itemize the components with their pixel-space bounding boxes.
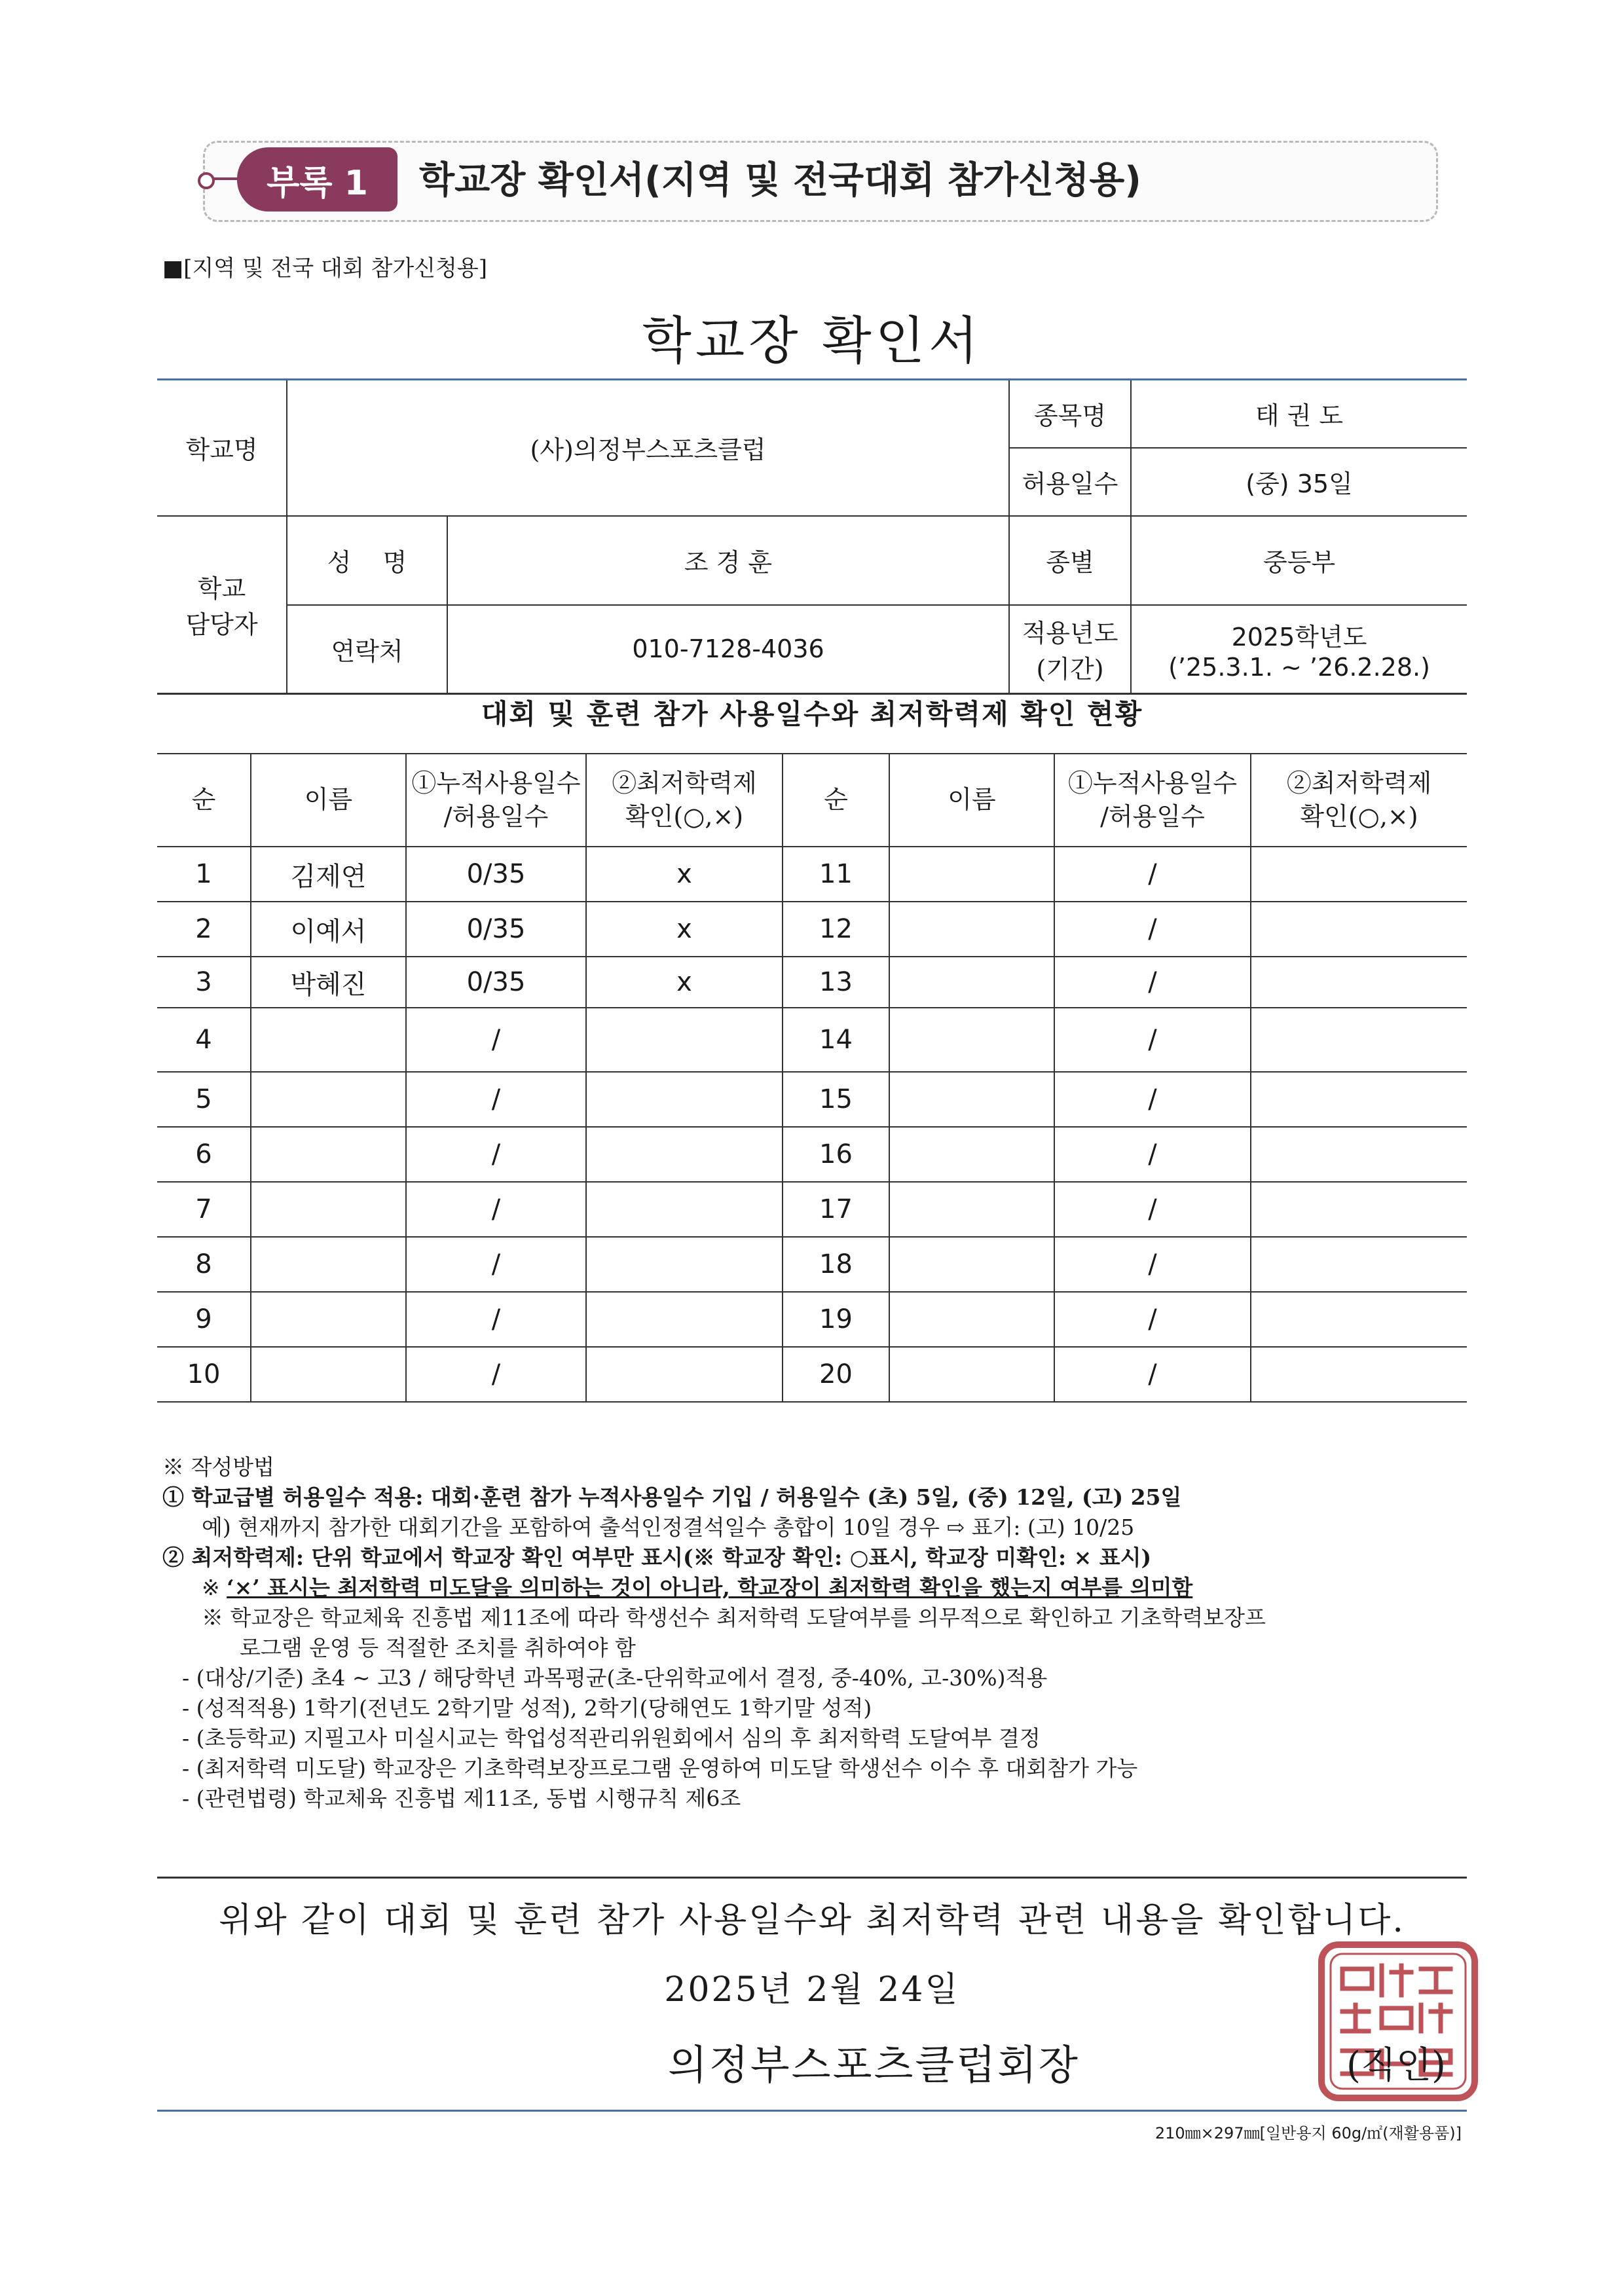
school-label: 학교명 xyxy=(157,380,287,516)
table-row xyxy=(157,1008,1467,1072)
manager-label-line2: 담당자 xyxy=(185,610,258,640)
year-label xyxy=(1009,605,1131,694)
header-no-left: 순 xyxy=(157,754,251,847)
cell-check: x xyxy=(586,847,783,902)
cell-days: / xyxy=(1054,1182,1251,1237)
year-label-line1: 적용년도 xyxy=(1022,619,1118,648)
paper-spec: 210㎜×297㎜[일반용지 60g/㎡(재활용품)] xyxy=(1154,2124,1462,2142)
name-label: 성 명 xyxy=(287,516,447,605)
table-row xyxy=(157,847,1467,902)
cell-name xyxy=(889,1292,1054,1347)
banner-dot-icon xyxy=(198,172,215,189)
cell-name: 박혜진 xyxy=(251,957,406,1008)
cell-check: x xyxy=(586,902,783,957)
cell-check xyxy=(1251,902,1467,957)
note-1: ① 학교급별 허용일수 적용: 대회·훈련 참가 누적사용일수 기입 / 허용일수 (초) 5일, (중) 12일, (고) 25일 xyxy=(162,1484,1182,1510)
cell-name xyxy=(889,1127,1054,1182)
cell-no: 19 xyxy=(783,1292,889,1347)
cell-days: / xyxy=(406,1008,586,1072)
manager-label xyxy=(157,516,287,694)
allowed-days-label: 허용일수 xyxy=(1009,448,1131,516)
cell-no: 3 xyxy=(157,957,251,1008)
header-check-line2: 확인(○,×) xyxy=(625,802,744,831)
table-row xyxy=(157,902,1467,957)
cell-days: / xyxy=(1054,1347,1251,1402)
detail-1: - (대상/기준) 초4 ~ 고3 / 해당학년 과목평균(초-단위학교에서 결정, 중-40%, 고-30%)적용 xyxy=(182,1665,1048,1691)
header-no-right: 순 xyxy=(783,754,889,847)
cell-check xyxy=(1251,957,1467,1008)
detail-5: - (관련법령) 학교체육 진흥법 제11조, 동법 시행규칙 제6조 xyxy=(182,1786,741,1811)
cell-days: / xyxy=(1054,1237,1251,1292)
allowed-days-value: (중) 35일 xyxy=(1131,448,1467,516)
cell-name xyxy=(251,1347,406,1402)
cell-name xyxy=(889,1072,1054,1127)
cell-check xyxy=(1251,1127,1467,1182)
cell-name xyxy=(251,1072,406,1127)
cell-days: / xyxy=(406,1347,586,1402)
name-value: 조 경 훈 xyxy=(447,516,1009,605)
cell-check: x xyxy=(586,957,783,1008)
header-check-right xyxy=(1251,754,1467,847)
cell-no: 17 xyxy=(783,1182,889,1237)
usage-body xyxy=(157,847,1467,1402)
note-2-a-text: ‘×’ 표시는 최저학력 미도달을 의미하는 것이 아니라, 학교장이 최저학력 확인을 했는지 여부를 의미함 xyxy=(227,1575,1193,1600)
cell-no: 7 xyxy=(157,1182,251,1237)
cell-check xyxy=(586,1182,783,1237)
contact-label: 연락처 xyxy=(287,605,447,694)
bottom-divider xyxy=(157,2110,1467,2112)
year-value xyxy=(1131,605,1467,694)
cell-no: 16 xyxy=(783,1127,889,1182)
cell-check xyxy=(586,1237,783,1292)
form-type-label: ■[지역 및 전국 대회 참가신청용] xyxy=(162,255,488,282)
instructions xyxy=(162,1452,1466,1814)
cell-days: / xyxy=(1054,957,1251,1008)
usage-header-row xyxy=(157,754,1467,847)
cell-name xyxy=(889,1182,1054,1237)
confirmation-statement: 위와 같이 대회 및 훈련 참가 사용일수와 최저학력 관련 내용을 확인합니다. xyxy=(219,1901,1405,1940)
cell-name xyxy=(251,1182,406,1237)
sport-value: 태 권 도 xyxy=(1131,380,1467,448)
cell-no: 2 xyxy=(157,902,251,957)
cell-name xyxy=(889,1347,1054,1402)
note-1-example: 예) 현재까지 참가한 대회기간을 포함하여 출석인정결석일수 총합이 10일 경우 ⇨ 표기: (고) 10/25 xyxy=(202,1515,1135,1540)
detail-2: - (성적적용) 1학기(전년도 2학기말 성적), 2학기(당해연도 1학기말 성적) xyxy=(182,1695,872,1721)
cell-no: 20 xyxy=(783,1347,889,1402)
table-row xyxy=(157,1237,1467,1292)
note-mark: ※ xyxy=(202,1605,223,1630)
banner-title: 학교장 확인서(지역 및 전국대회 참가신청용) xyxy=(419,159,1141,202)
header-days-line1: ①누적사용일수 xyxy=(1067,768,1238,798)
cell-days: 0/35 xyxy=(406,902,586,957)
cell-name xyxy=(889,957,1054,1008)
year-value-line1: 2025학년도 xyxy=(1231,622,1367,652)
cell-days: / xyxy=(1054,902,1251,957)
detail-4: - (최저학력 미도달) 학교장은 기초학력보장프로그램 운영하여 미도달 학생선수 이수 후 대회참가 가능 xyxy=(182,1755,1138,1781)
cell-name xyxy=(889,1008,1054,1072)
cell-name xyxy=(251,1008,406,1072)
divider xyxy=(157,1877,1467,1879)
cell-check xyxy=(586,1347,783,1402)
table-row xyxy=(157,1347,1467,1402)
year-value-line2: (’25.3.1. ~ ’26.2.28.) xyxy=(1168,652,1430,682)
manager-label-line1: 학교 xyxy=(197,574,246,604)
cell-name xyxy=(251,1127,406,1182)
cell-no: 14 xyxy=(783,1008,889,1072)
appendix-tag: 부록 1 xyxy=(237,147,397,211)
cell-days: / xyxy=(1054,1072,1251,1127)
note-2-b-cont: 로그램 운영 등 적절한 조치를 취하여야 함 xyxy=(240,1635,636,1661)
cell-check xyxy=(1251,1072,1467,1127)
issue-date: 2025년 2월 24일 xyxy=(664,1970,960,2010)
cell-no: 5 xyxy=(157,1072,251,1127)
cell-days: / xyxy=(406,1237,586,1292)
cell-check xyxy=(1251,1008,1467,1072)
status-heading: 대회 및 훈련 참가 사용일수와 최저학력제 확인 현황 xyxy=(481,698,1143,730)
table-row xyxy=(157,1127,1467,1182)
cell-name: 김제연 xyxy=(251,847,406,902)
cell-days: / xyxy=(406,1182,586,1237)
note-2-a xyxy=(162,1573,1466,1603)
cell-days: 0/35 xyxy=(406,957,586,1008)
header-days-line1: ①누적사용일수 xyxy=(411,768,581,798)
signer-title: 의정부스포츠클럽회장 xyxy=(668,2041,1080,2089)
cell-no: 4 xyxy=(157,1008,251,1072)
header-check-left xyxy=(586,754,783,847)
cell-name: 이예서 xyxy=(251,902,406,957)
note-2: ② 최저학력제: 단위 학교에서 학교장 확인 여부만 표시(※ 학교장 확인: ○표시, 학교장 미확인: × 표시) xyxy=(162,1545,1152,1570)
document-title: 학교장 확인서 xyxy=(642,312,982,371)
cell-name xyxy=(889,902,1054,957)
cell-check xyxy=(586,1127,783,1182)
header-days-line2: /허용일수 xyxy=(1100,802,1205,831)
year-label-line2: (기간) xyxy=(1036,655,1104,684)
header-check-line1: ②최저학력제 xyxy=(612,768,757,798)
cell-no: 10 xyxy=(157,1347,251,1402)
cell-name xyxy=(889,847,1054,902)
header-days-line2: /허용일수 xyxy=(443,802,549,831)
header-days-right xyxy=(1054,754,1251,847)
division-value: 중등부 xyxy=(1131,516,1467,605)
division-label: 종별 xyxy=(1009,516,1131,605)
cell-days: / xyxy=(406,1292,586,1347)
sport-label: 종목명 xyxy=(1009,380,1131,448)
cell-days: / xyxy=(406,1072,586,1127)
detail-3: - (초등학교) 지필고사 미실시교는 학업성적관리위원회에서 심의 후 최저학력 도달여부 결정 xyxy=(182,1725,1041,1751)
table-row xyxy=(157,1182,1467,1237)
note-2-b xyxy=(162,1603,1466,1633)
header-days-left xyxy=(406,754,586,847)
cell-check xyxy=(1251,1237,1467,1292)
header-name-right: 이름 xyxy=(889,754,1054,847)
cell-days: / xyxy=(1054,1008,1251,1072)
banner-connector xyxy=(213,177,240,180)
info-table xyxy=(157,378,1467,695)
cell-check xyxy=(586,1292,783,1347)
cell-check xyxy=(1251,847,1467,902)
cell-check xyxy=(1251,1347,1467,1402)
cell-check xyxy=(586,1072,783,1127)
table-row xyxy=(157,1292,1467,1347)
cell-no: 6 xyxy=(157,1127,251,1182)
cell-no: 8 xyxy=(157,1237,251,1292)
cell-days: / xyxy=(1054,1127,1251,1182)
cell-check xyxy=(1251,1292,1467,1347)
note-2-b-text: 학교장은 학교체육 진흥법 제11조에 따라 학생선수 최저학력 도달여부를 의무적으로 확인하고 기초학력보장프 xyxy=(230,1605,1266,1630)
note-mark: ※ xyxy=(202,1575,220,1600)
cell-name xyxy=(889,1237,1054,1292)
usage-table xyxy=(157,753,1467,1403)
cell-no: 11 xyxy=(783,847,889,902)
seal-label: (직인) xyxy=(1346,2044,1446,2087)
cell-name xyxy=(251,1292,406,1347)
table-row xyxy=(157,1072,1467,1127)
school-value: (사)의정부스포츠클럽 xyxy=(287,380,1009,516)
header-check-line2: 확인(○,×) xyxy=(1300,802,1418,831)
contact-value: 010-7128-4036 xyxy=(447,605,1009,694)
cell-check xyxy=(586,1008,783,1072)
table-row xyxy=(157,957,1467,1008)
cell-days: / xyxy=(406,1127,586,1182)
notes-title: ※ 작성방법 xyxy=(162,1454,275,1480)
cell-no: 12 xyxy=(783,902,889,957)
cell-no: 15 xyxy=(783,1072,889,1127)
cell-days: / xyxy=(1054,847,1251,902)
cell-days: / xyxy=(1054,1292,1251,1347)
cell-no: 9 xyxy=(157,1292,251,1347)
cell-no: 1 xyxy=(157,847,251,902)
header-name-left: 이름 xyxy=(251,754,406,847)
cell-name xyxy=(251,1237,406,1292)
cell-check xyxy=(1251,1182,1467,1237)
cell-no: 13 xyxy=(783,957,889,1008)
cell-no: 18 xyxy=(783,1237,889,1292)
header-check-line1: ②최저학력제 xyxy=(1286,768,1432,798)
cell-days: 0/35 xyxy=(406,847,586,902)
